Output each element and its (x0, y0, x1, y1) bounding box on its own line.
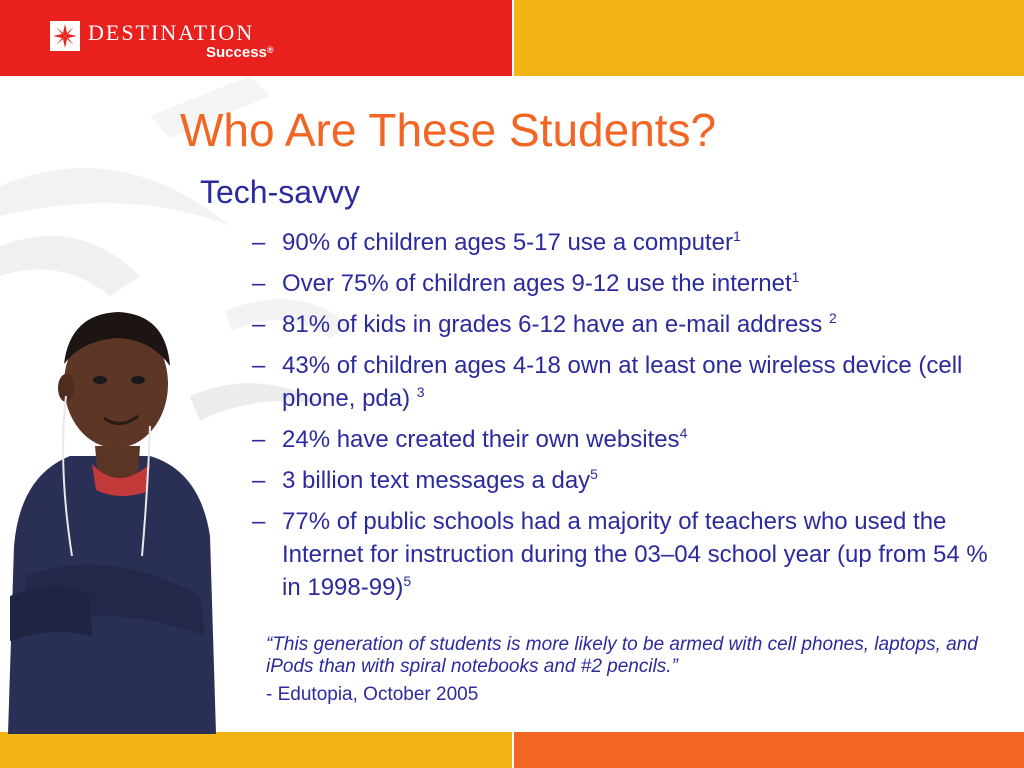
bullet-dash: – (252, 229, 266, 256)
footnote-ref: 5 (590, 466, 598, 482)
list-item: – Over 75% of children ages 9-12 use the internet$^1$ (250, 267, 1000, 300)
slide-subtitle: Tech-savvy (200, 174, 361, 210)
list-item: – 77% of public schools had a majority of teachers who used the Internet for instruction during the 03–04 school year (up from 54 % in 1998-99)$^5$ (250, 505, 1000, 604)
star-burst-logo-icon (50, 21, 80, 51)
footnote-ref: 3 (416, 384, 425, 400)
bullet-dash: – (252, 311, 266, 338)
footnote-ref: 2 (828, 310, 837, 326)
logo-wordmark-destination: DESTINATION (88, 20, 255, 45)
student-photo (0, 296, 222, 734)
list-item: – 3 billion text messages a day$^5$ (250, 464, 1000, 497)
slide-title: Who Are These Students? (180, 104, 717, 156)
bullet-dash: – (252, 467, 266, 494)
stats-bullet-list (250, 226, 1000, 612)
footnote-ref: 4 (679, 425, 688, 441)
bullet-dash: – (252, 352, 266, 379)
footer-band-orange (514, 732, 1024, 768)
header-band-gold (514, 0, 1024, 76)
list-item: – 43% of children ages 4-18 own at least one wireless device (cell phone, pda) $^3$ (250, 349, 1000, 415)
footnote-ref: 1 (791, 269, 800, 285)
footnote-ref: 1 (732, 228, 741, 244)
footer-band-gold (0, 732, 512, 768)
quote-text: “This generation of students is more likely to be armed with cell phones, laptops, and iPods than with spiral notebooks and #2 pencils.” (266, 634, 978, 677)
footnote-ref: 5 (403, 573, 412, 589)
quote-attribution: - Edutopia, October 2005 (266, 684, 479, 705)
list-item: – 90% of children ages 5-17 use a computer$^1$ (250, 226, 1000, 259)
list-item: – 24% have created their own websites$^4$ (250, 423, 1000, 456)
bullet-dash: – (252, 508, 266, 535)
logo-wordmark-success: Success® (206, 44, 274, 61)
list-item: – 81% of kids in grades 6-12 have an e-mail address $^2$ (250, 308, 1000, 341)
bullet-dash: – (252, 270, 266, 297)
bullet-dash: – (252, 426, 266, 453)
